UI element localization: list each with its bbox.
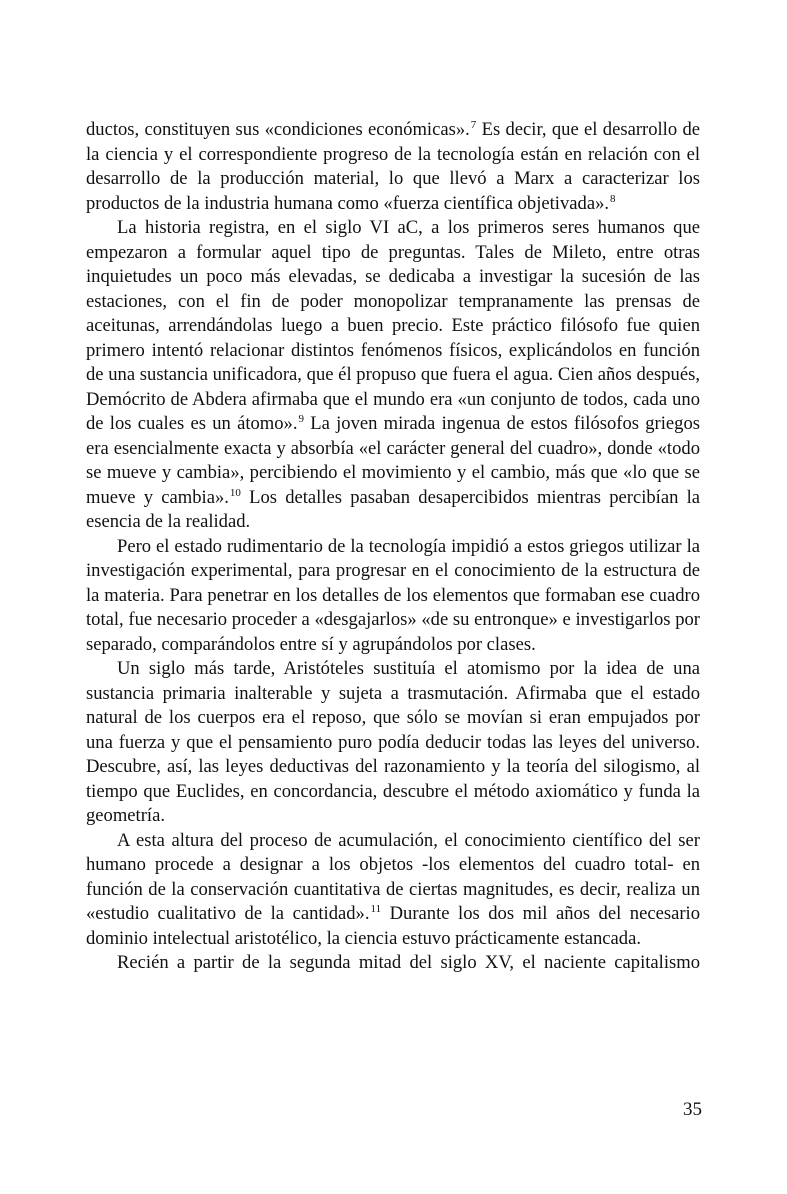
text-run: Pero el estado rudimentario de la tecnología impidió a estos griegos utilizar la investigación experimental, para progresar en el conocimiento de la estructura de la materia. Para penetrar en los detalles de los elementos que formaban ese cuadro total, fue necesario proceder a «desgajarlos» «de su entronque» e investigarlos por separado, comparándolos entre sí y agrupándolos por clases. [86,535,700,655]
footnote-ref-10: 10 [229,486,241,499]
footnote-ref-8: 8 [610,192,616,205]
paragraph-2 [86,216,700,535]
paragraph-6 [86,951,700,976]
text-run: Durante los dos mil años del necesario dominio intelectual aristotélico, la ciencia estuvo prácticamente estancada. [86,903,700,949]
text-run: Los detalles pasaban desapercibidos mientras percibían la esencia de la realidad. [86,486,700,532]
paragraph-4 [86,657,700,829]
text-run: Es decir, que el desarrollo de la ciencia y el correspondiente progreso de la tecnología están en relación con el desarrollo de la producción material, lo que llevó a Marx a caracterizar los productos de la industria humana como «fuerza científica objetivada». [86,119,700,214]
paragraph-3 [86,535,700,658]
text-run: Un siglo más tarde, Aristóteles sustituía el atomismo por la idea de una sustancia primaria inalterable y sujeta a trasmutación. Afirmaba que el estado natural de los cuerpos era el reposo, que sólo se movían si eran empujados por una fuerza y que el pensamiento puro podía deducir todas las leyes del universo. Descubre, así, las leyes deductivas del razonamiento y la teoría del silogismo, al tiempo que Euclides, en concordancia, descubre el método axiomático y funda la geometría. [86,658,700,826]
page-number: 35 [683,1099,702,1120]
paragraph-5 [86,829,700,952]
footnote-ref-7: 7 [470,119,477,131]
footnote-ref-9: 9 [298,413,304,425]
text-run: La historia registra, en el siglo VI aC, a los primeros seres humanos que empezaron a formular aquel tipo de preguntas. Tales de Mileto, entre otras inquietudes un poco más elevadas, se dedicaba a investigar la sucesión de las estaciones, con el fin de poder monopolizar tempranamente las prensas de aceitunas, arrendándolas luego a buen precio. Este práctico filósofo fue quien primero intentó relacionar distintos fenómenos físicos, explicándolos en función de una sustancia unificadora, que él propuso que fuera el agua. Cien años después, Demócrito de Abdera afirmaba que el mundo era «un conjunto de todos, cada uno de los cuales es un átomo». [86,217,700,434]
footnote-ref-11: 11 [370,903,382,915]
paragraph-1 [86,118,700,216]
page-body [86,118,700,976]
text-run: A esta altura del proceso de acumulación, el conocimiento científico del ser humano procede a designar a los objetos -los elementos del cuadro total- en función de la conservación cuantitativa de ciertas magnitudes, es decir, realiza un «estudio cualitativo de la cantidad». [86,829,700,924]
text-run: La joven mirada ingenua de estos filósofos griegos era esencialmente exacta y absorbía «el carácter general del cuadro», donde «todo se mueve y cambia», percibiendo el movimiento y el cambio, más que «lo que se mueve y cambia». [86,413,700,508]
text-run: Recién a partir de la segunda mitad del siglo XV, el naciente capitalismo [117,952,700,973]
text-run: ductos, constituyen sus «condiciones económicas». [86,119,470,140]
